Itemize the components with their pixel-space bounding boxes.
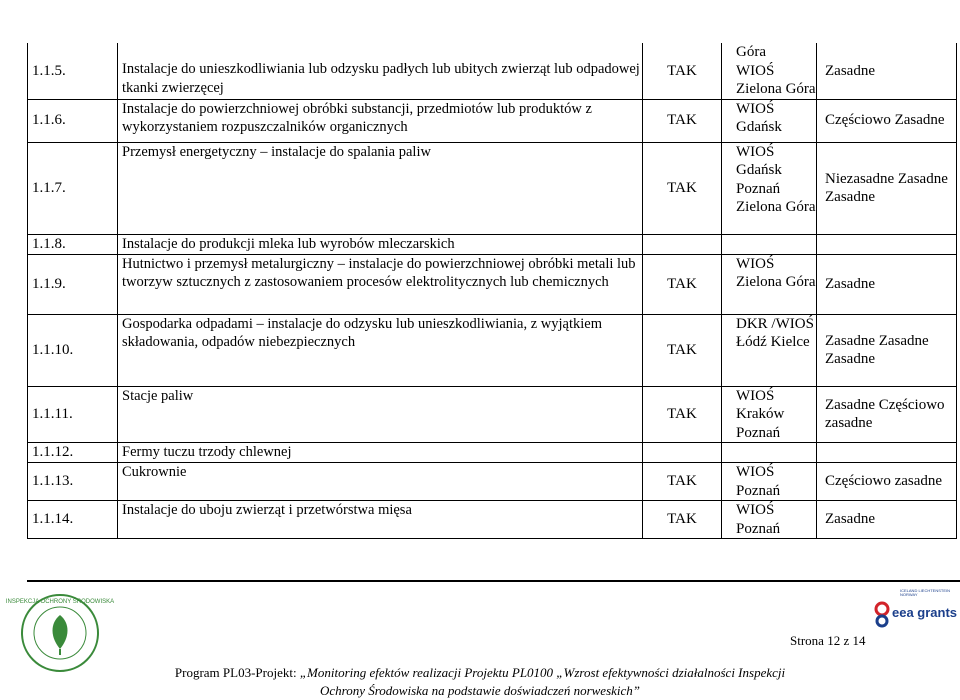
row-org: Góra WIOŚ Zielona Góra (722, 43, 817, 99)
row-number: 1.1.8. (28, 234, 118, 254)
row-tak: TAK (643, 43, 722, 99)
row-name: Cukrownie (118, 463, 643, 501)
table-row (28, 142, 957, 234)
row-number: 1.1.13. (28, 463, 118, 501)
row-name: Instalacje do powierzchniowej obróbki substancji, przedmiotów lub produktów z wykorzystaniem rozpuszczalników organicznych (118, 99, 643, 142)
row-org: WIOŚ Gdańsk (722, 99, 817, 142)
row-status: Częściowo Zasadne (817, 99, 957, 142)
row-status: Zasadne (817, 501, 957, 539)
inspekcja-ochrony-srodowiska-logo (5, 593, 115, 673)
row-tak: TAK (643, 142, 722, 234)
row-tak: TAK (643, 386, 722, 443)
row-org: WIOŚ Poznań (722, 463, 817, 501)
row-name: Gospodarka odpadami – instalacje do odzysku lub unieszkodliwiania, z wyjątkiem składowania, odpadów niebezpiecznych (118, 314, 643, 386)
row-number: 1.1.6. (28, 99, 118, 142)
row-number: 1.1.12. (28, 443, 118, 463)
table-row (28, 43, 957, 99)
row-org: WIOŚ Poznań (722, 501, 817, 539)
row-name: Instalacje do produkcji mleka lub wyrobów mleczarskich (118, 234, 643, 254)
row-status (817, 234, 957, 254)
row-tak: TAK (643, 314, 722, 386)
row-org: WIOŚ Gdańsk Poznań Zielona Góra (722, 142, 817, 234)
row-tak: TAK (643, 254, 722, 314)
footer-rule (27, 580, 960, 582)
row-status: Zasadne (817, 43, 957, 99)
row-status: Zasadne (817, 254, 957, 314)
eea-grants-logo (872, 595, 958, 635)
row-status: Zasadne Zasadne Zasadne (817, 314, 957, 386)
row-number: 1.1.9. (28, 254, 118, 314)
table-row (28, 501, 957, 539)
footer-caption: Program PL03-Projekt: „Monitoring efektów realizacji Projektu PL0100 „Wzrost efektywności działalności Inspekcji Ochrony Środowiska na podstawie doświadczeń norweskich” (174, 665, 786, 698)
row-number: 1.1.14. (28, 501, 118, 539)
table-row (28, 99, 957, 142)
installations-table (27, 43, 957, 539)
row-status (817, 443, 957, 463)
row-org: DKR /WIOŚ Łódź Kielce (722, 314, 817, 386)
row-org (722, 443, 817, 463)
row-org (722, 234, 817, 254)
row-number: 1.1.11. (28, 386, 118, 443)
eea-text: eea grants (892, 605, 958, 620)
logo-text: INSPEKCJA OCHRONY ŚRODOWISKA (5, 599, 115, 605)
row-name: Hutnictwo i przemysł metalurgiczny – instalacje do powierzchniowej obróbki metali lub tworzyw sztucznych z zastosowaniem procesów elektrolitycznych lub chemicznych (118, 254, 643, 314)
row-tak (643, 234, 722, 254)
row-tak: TAK (643, 463, 722, 501)
row-org: WIOŚ Zielona Góra (722, 254, 817, 314)
row-status: Częściowo zasadne (817, 463, 957, 501)
row-name: Instalacje do uboju zwierząt i przetwórstwa mięsa (118, 501, 643, 539)
row-number: 1.1.7. (28, 142, 118, 234)
row-name: Przemysł energetyczny – instalacje do spalania paliw (118, 142, 643, 234)
row-name: Stacje paliw (118, 386, 643, 443)
row-tak (643, 443, 722, 463)
row-status: Niezasadne Zasadne Zasadne (817, 142, 957, 234)
table-row (28, 386, 957, 443)
table-row (28, 234, 957, 254)
table-row (28, 254, 957, 314)
row-name: Fermy tuczu trzody chlewnej (118, 443, 643, 463)
eea-country-list: ICELAND LIECHTENSTEIN NORWAY (900, 588, 951, 597)
page-number: Strona 12 z 14 (790, 633, 866, 648)
table-row (28, 463, 957, 501)
row-org: WIOŚ Kraków Poznań (722, 386, 817, 443)
row-name: Instalacje do unieszkodliwiania lub odzysku padłych lub ubitych zwierząt lub odpadowej tkanki zwierzęcej (118, 43, 643, 99)
table-row (28, 314, 957, 386)
table-row (28, 443, 957, 463)
row-number: 1.1.5. (28, 43, 118, 99)
row-tak: TAK (643, 99, 722, 142)
row-number: 1.1.10. (28, 314, 118, 386)
row-tak: TAK (643, 501, 722, 539)
row-status: Zasadne Częściowo zasadne (817, 386, 957, 443)
